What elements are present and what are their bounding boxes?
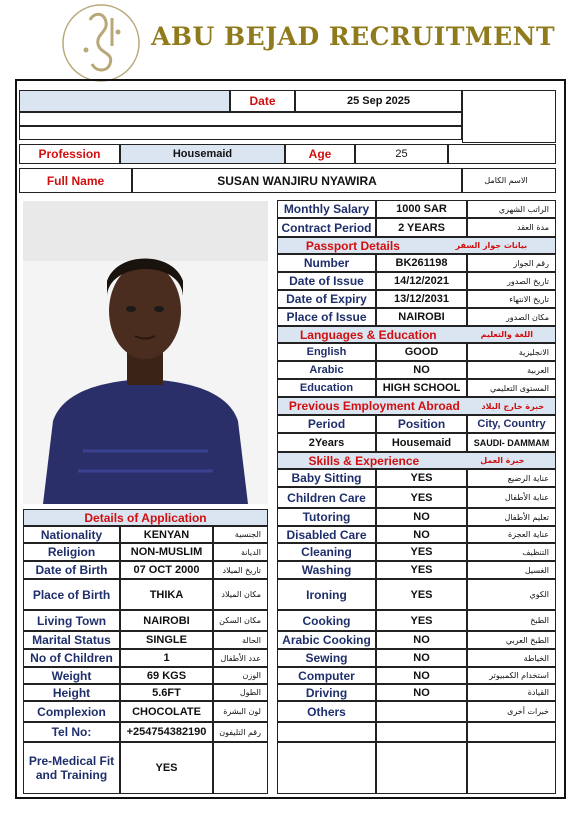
passport-number-value: BK261198 xyxy=(376,254,467,272)
skill-value: NO xyxy=(376,508,467,526)
skill-value: YES xyxy=(376,579,467,610)
blank-cell xyxy=(277,742,376,794)
fullname-value: SUSAN WANJIRU NYAWIRA xyxy=(132,168,462,193)
skills-section-header xyxy=(277,452,556,469)
skill-ar: الغسيل xyxy=(467,561,556,579)
top-blank-line-2 xyxy=(19,126,462,140)
expiry-date-value: 13/12/2031 xyxy=(376,290,467,308)
blank-cell xyxy=(376,722,467,742)
application-value: KENYAN xyxy=(120,526,213,543)
application-label: Date of Birth xyxy=(23,561,120,579)
application-label: Living Town xyxy=(23,610,120,631)
employment-position: Housemaid xyxy=(376,433,467,452)
skills-title-ar: خبرة العمل xyxy=(480,456,525,465)
skill-ar: عناية العجزة xyxy=(467,526,556,543)
blank-cell xyxy=(376,742,467,794)
issue-place-ar: مكان الصدور xyxy=(467,308,556,326)
company-title: ABU BEJAD RECRUITMENT xyxy=(151,22,556,51)
skill-value: NO xyxy=(376,667,467,684)
passport-section-header xyxy=(277,237,556,254)
profession-label: Profession xyxy=(19,144,120,164)
skill-value: YES xyxy=(376,561,467,579)
contract-value: 2 YEARS xyxy=(376,218,467,237)
languages-title: Languages & Education xyxy=(299,327,437,342)
skill-value: NO xyxy=(376,649,467,667)
skill-ar: التنظيف xyxy=(467,543,556,561)
application-value: NON-MUSLIM xyxy=(120,543,213,561)
blank-cell xyxy=(277,722,376,742)
date-label: Date xyxy=(230,90,295,112)
passport-title: Passport Details xyxy=(305,238,400,253)
skill-label: Driving xyxy=(277,684,376,701)
application-ar: رقم التليفون xyxy=(213,722,268,742)
application-label: Height xyxy=(23,684,120,701)
skill-label: Disabled Care xyxy=(277,526,376,543)
top-right-box xyxy=(462,90,556,143)
top-blank-line-1 xyxy=(19,112,462,126)
skill-ar: استخدام الكمبيوتر xyxy=(467,667,556,684)
passport-number-ar: رقم الجواز xyxy=(467,254,556,272)
skill-label: Children Care xyxy=(277,487,376,508)
skill-label: Cooking xyxy=(277,610,376,631)
expiry-date-ar: تاريخ الانتهاء xyxy=(467,290,556,308)
employment-city: SAUDI- DAMMAM xyxy=(467,433,556,452)
skill-label: Baby Sitting xyxy=(277,469,376,487)
issue-date-label: Date of Issue xyxy=(277,272,376,290)
employment-title-ar: خبرة خارج البلاد xyxy=(481,401,545,411)
issue-date-value: 14/12/2021 xyxy=(376,272,467,290)
skill-label: Washing xyxy=(277,561,376,579)
salary-label: Monthly Salary xyxy=(277,200,376,218)
skills-title: Skills & Experience xyxy=(308,453,420,468)
application-label: Tel No: xyxy=(23,722,120,742)
english-value: GOOD xyxy=(376,343,467,361)
application-ar: الجنسية xyxy=(213,526,268,543)
application-label: Place of Birth xyxy=(23,579,120,610)
application-ar: لون البشرة xyxy=(213,701,268,722)
application-value: 07 OCT 2000 xyxy=(120,561,213,579)
company-logo xyxy=(60,2,142,84)
application-value: 69 KGS xyxy=(120,667,213,684)
profession-value: Housemaid xyxy=(120,144,285,164)
skill-value: YES xyxy=(376,487,467,508)
issue-place-value: NAIROBI xyxy=(376,308,467,326)
skill-value: NO xyxy=(376,526,467,543)
application-label: Marital Status xyxy=(23,631,120,649)
education-value: HIGH SCHOOL xyxy=(376,379,467,397)
issue-place-label: Place of Issue xyxy=(277,308,376,326)
application-ar: تاريخ الميلاد xyxy=(213,561,268,579)
arabic-label: Arabic xyxy=(277,361,376,379)
skill-label: Arabic Cooking xyxy=(277,631,376,649)
employment-header-city: City, Country xyxy=(467,415,556,433)
salary-value: 1000 SAR xyxy=(376,200,467,218)
skill-ar: الخياطة xyxy=(467,649,556,667)
expiry-date-label: Date of Expiry xyxy=(277,290,376,308)
fullname-ar: الاسم الكامل xyxy=(462,168,556,193)
application-ar: الحالة xyxy=(213,631,268,649)
skill-label: Others xyxy=(277,701,376,722)
employment-header-period: Period xyxy=(277,415,376,433)
skill-value: NO xyxy=(376,684,467,701)
application-value: CHOCOLATE xyxy=(120,701,213,722)
photo-illustration xyxy=(23,201,268,504)
application-ar xyxy=(213,742,268,794)
application-label: Religion xyxy=(23,543,120,561)
application-section-header: Details of Application xyxy=(23,509,268,526)
skill-value xyxy=(376,701,467,722)
application-ar: مكان الميلاد xyxy=(213,579,268,610)
skill-ar: الطبخ xyxy=(467,610,556,631)
skill-value: YES xyxy=(376,610,467,631)
application-label: Pre-Medical Fit and Training xyxy=(23,742,120,794)
skill-ar: عناية الرضيع xyxy=(467,469,556,487)
skill-value: YES xyxy=(376,543,467,561)
application-label: Complexion xyxy=(23,701,120,722)
application-value: YES xyxy=(120,742,213,794)
fullname-label: Full Name xyxy=(19,168,132,193)
passport-number-label: Number xyxy=(277,254,376,272)
issue-date-ar: تاريخ الصدور xyxy=(467,272,556,290)
application-value: SINGLE xyxy=(120,631,213,649)
application-value: THIKA xyxy=(120,579,213,610)
skill-ar: الكوي xyxy=(467,579,556,610)
education-ar: المستوى التعليمي xyxy=(467,379,556,397)
age-extra-box xyxy=(448,144,556,164)
employment-section-header xyxy=(277,397,556,415)
application-value: NAIROBI xyxy=(120,610,213,631)
skill-label: Tutoring xyxy=(277,508,376,526)
skill-ar: الطبخ العربي xyxy=(467,631,556,649)
skill-label: Sewing xyxy=(277,649,376,667)
employment-header-position: Position xyxy=(376,415,467,433)
application-ar: الطول xyxy=(213,684,268,701)
application-ar: مكان السكن xyxy=(213,610,268,631)
age-value: 25 xyxy=(355,144,448,164)
application-ar: عدد الأطفال xyxy=(213,649,268,667)
passport-title-ar: بيانات جواز السفر xyxy=(455,241,528,250)
application-value: +254754382190 xyxy=(120,722,213,742)
top-blank-row xyxy=(19,90,230,112)
application-value: 1 xyxy=(120,649,213,667)
english-ar: الانجليزية xyxy=(467,343,556,361)
skill-label: Computer xyxy=(277,667,376,684)
date-value: 25 Sep 2025 xyxy=(295,90,462,112)
application-label: Nationality xyxy=(23,526,120,543)
contract-label: Contract Period xyxy=(277,218,376,237)
english-label: English xyxy=(277,343,376,361)
blank-cell xyxy=(467,742,556,794)
age-label: Age xyxy=(285,144,355,164)
salary-ar: الراتب الشهري xyxy=(467,200,556,218)
contract-ar: مدة العقد xyxy=(467,218,556,237)
blank-cell xyxy=(467,722,556,742)
arabic-value: NO xyxy=(376,361,467,379)
education-label: Education xyxy=(277,379,376,397)
skill-ar: عناية الأطفال xyxy=(467,487,556,508)
application-value: 5.6FT xyxy=(120,684,213,701)
application-ar: الديانة xyxy=(213,543,268,561)
application-label: Weight xyxy=(23,667,120,684)
skill-value: YES xyxy=(376,469,467,487)
application-ar: الوزن xyxy=(213,667,268,684)
employment-period: 2Years xyxy=(277,433,376,452)
employment-title: Previous Employment Abroad xyxy=(288,399,460,413)
languages-section-header xyxy=(277,326,556,343)
candidate-photo xyxy=(23,201,268,504)
skill-value: NO xyxy=(376,631,467,649)
skill-label: Ironing xyxy=(277,579,376,610)
skill-label: Cleaning xyxy=(277,543,376,561)
application-label: No of Children xyxy=(23,649,120,667)
skill-ar: تعليم الأطفال xyxy=(467,508,556,526)
arabic-ar: العربية xyxy=(467,361,556,379)
skill-ar: خبرات أخرى xyxy=(467,701,556,722)
languages-title-ar: اللغة والتعليم xyxy=(480,330,534,339)
skill-ar: القيادة xyxy=(467,684,556,701)
